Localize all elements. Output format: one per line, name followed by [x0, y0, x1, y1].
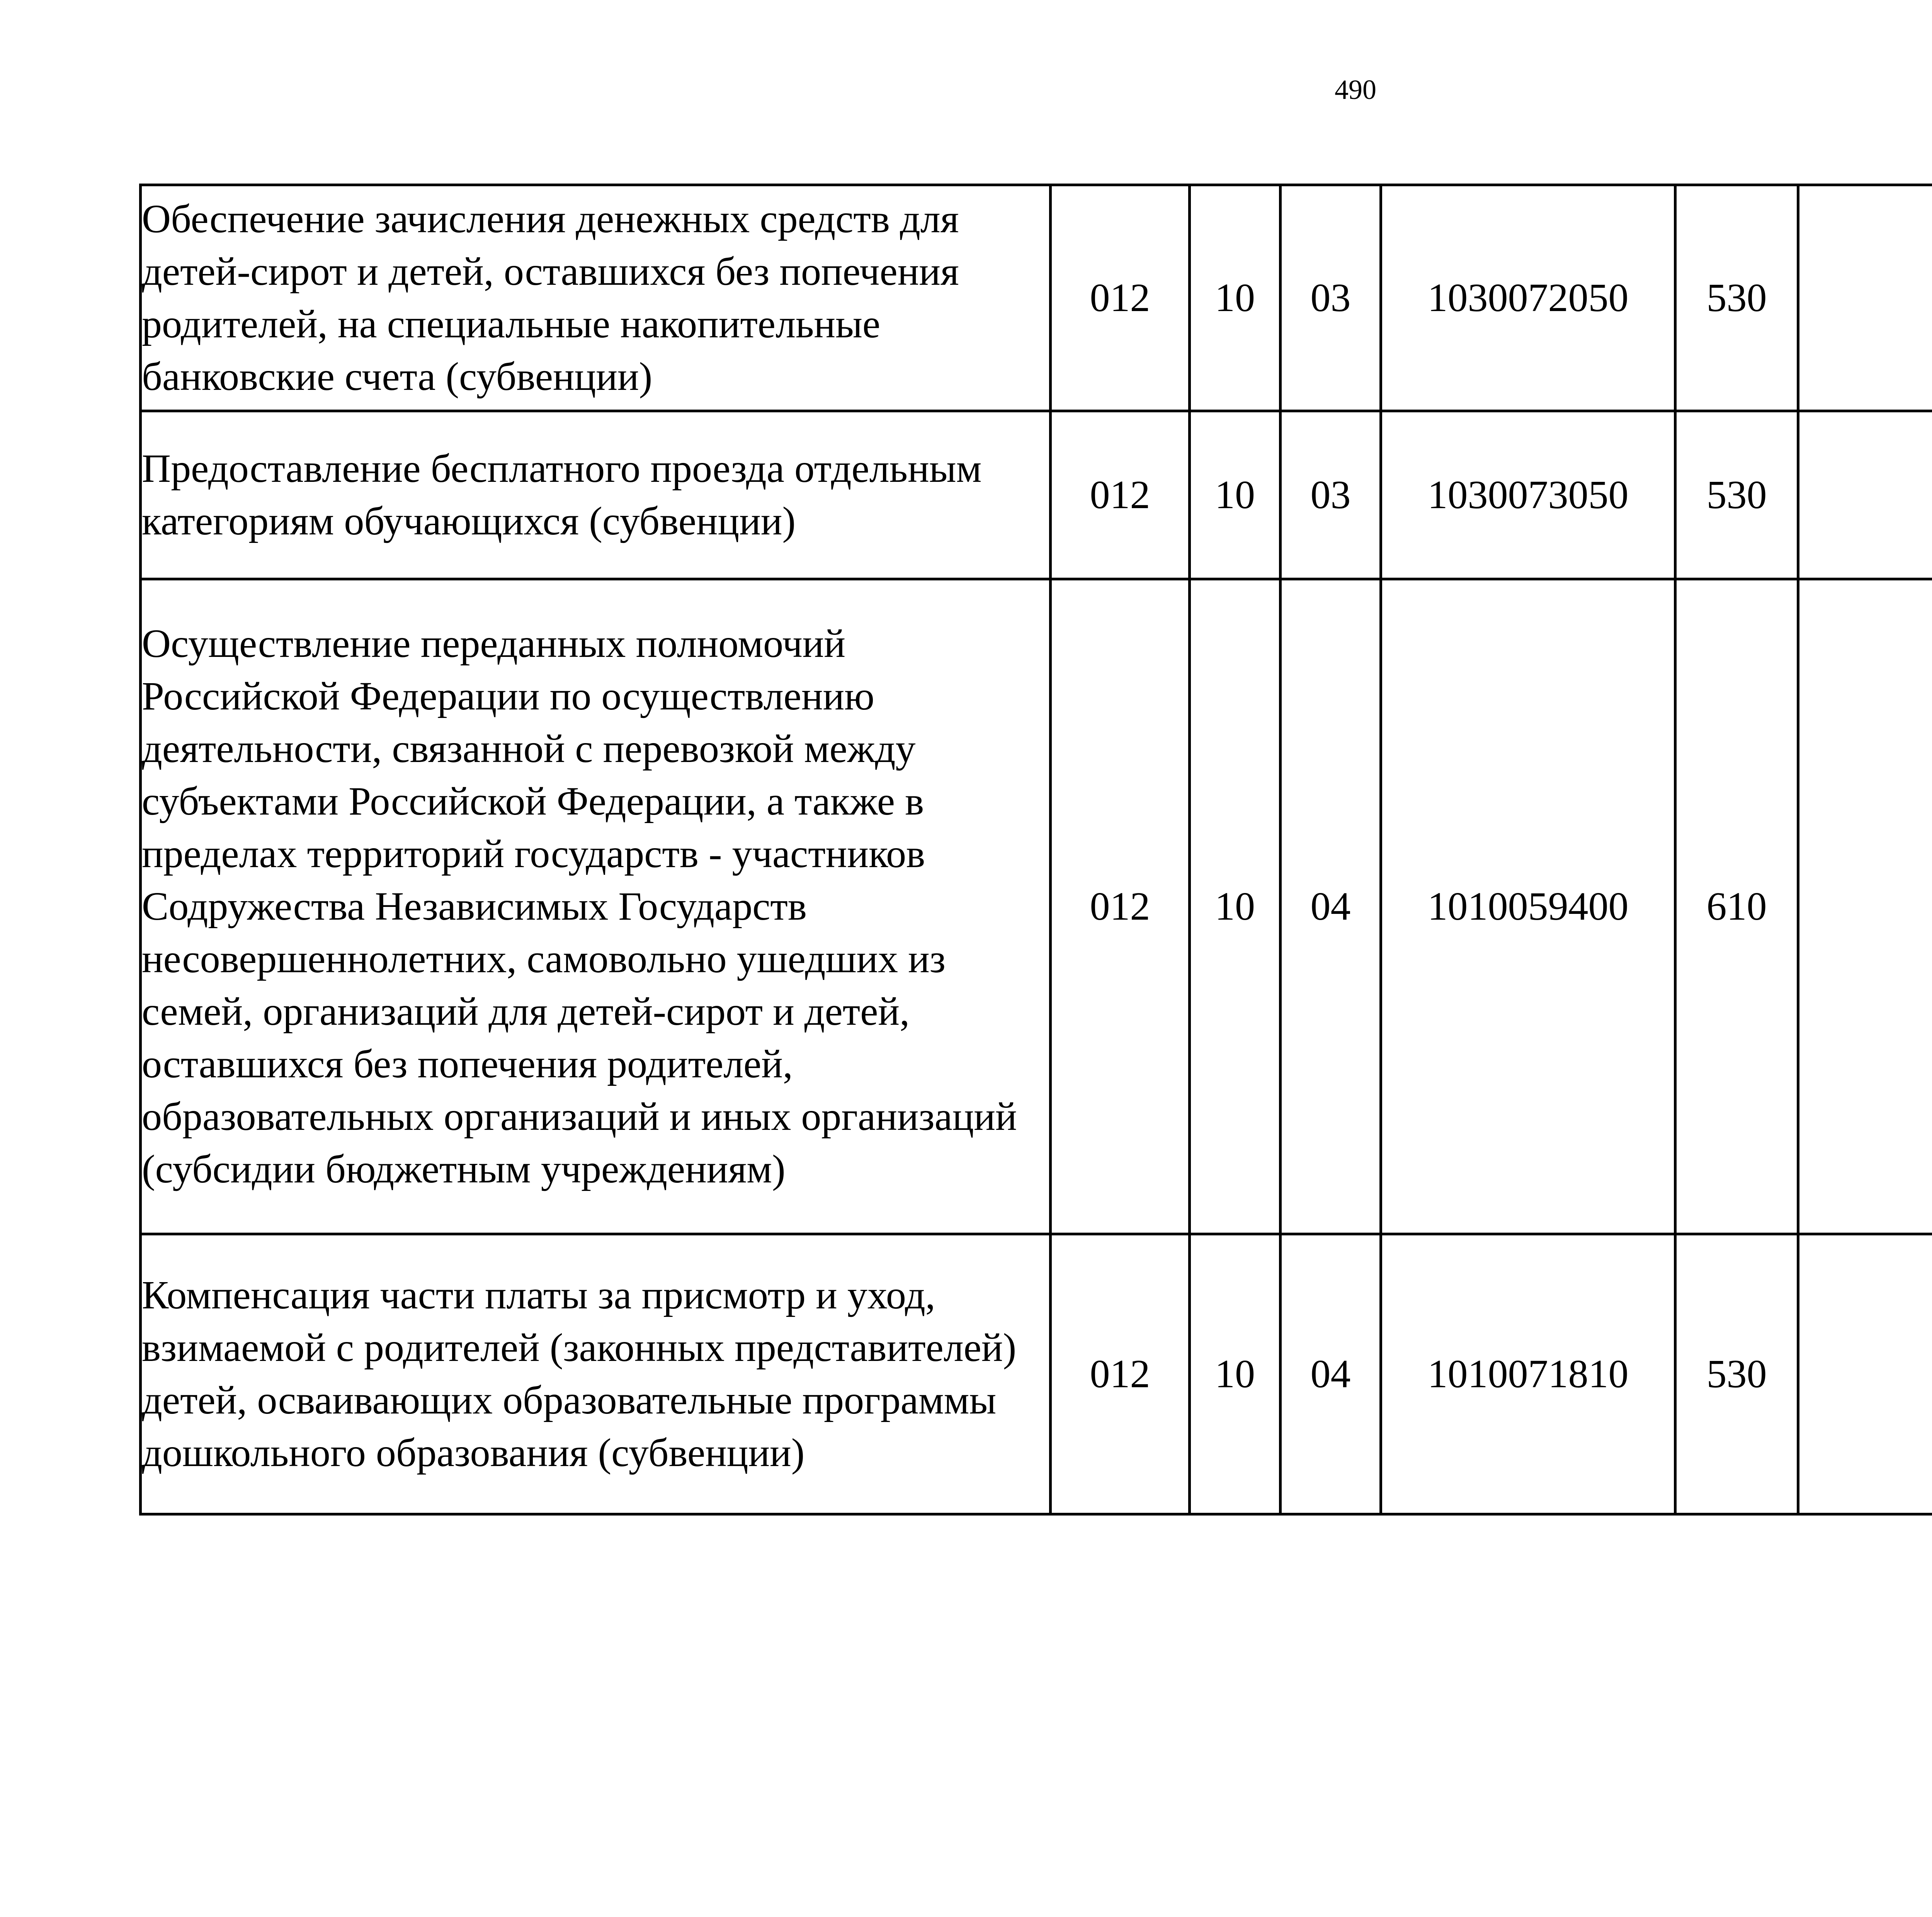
expense-type-code: 610 [1675, 579, 1798, 1234]
subsection-code: 04 [1281, 1234, 1381, 1514]
target-article-code: 1010071810 [1381, 1234, 1675, 1514]
row-description: Осуществление переданных полномочий Российской Федерации по осуществлению деятельности, связанной с перевозкой между субъектами Российской Федерации, а также в пределах территорий государств - участников Содружества Независимых Государств несовершеннолетних, самовольно ушедших из семей, организаций для детей-сирот и детей, оставшихся без попечения родителей, образовательных организаций и иных организаций (субсидии бюджетным учреждениям) [141, 579, 1051, 1234]
row-description: Компенсация части платы за присмотр и уход, взимаемой с родителей (законных представителей) детей, осваивающих образовательные программы дошкольного образования (субвенции) [141, 1234, 1051, 1514]
section-code: 10 [1190, 579, 1281, 1234]
amount-year-1 [1798, 185, 1932, 411]
table-row [141, 579, 1932, 1234]
budget-table [139, 184, 1932, 1516]
amount-year-1 [1798, 579, 1932, 1234]
section-code: 10 [1190, 1234, 1281, 1514]
section-code: 10 [1190, 411, 1281, 579]
table-row [141, 411, 1932, 579]
amount-year-1 [1798, 1234, 1932, 1514]
ministry-code: 012 [1051, 579, 1190, 1234]
page-number: 490 [1335, 74, 1376, 105]
amount-year-1 [1798, 411, 1932, 579]
target-article-code: 1030073050 [1381, 411, 1675, 579]
ministry-code: 012 [1051, 1234, 1190, 1514]
target-article-code: 1010059400 [1381, 579, 1675, 1234]
expense-type-code: 530 [1675, 185, 1798, 411]
subsection-code: 03 [1281, 185, 1381, 411]
ministry-code: 012 [1051, 411, 1190, 579]
section-code: 10 [1190, 185, 1281, 411]
expense-type-code: 530 [1675, 1234, 1798, 1514]
target-article-code: 1030072050 [1381, 185, 1675, 411]
table-row [141, 1234, 1932, 1514]
table-row [141, 185, 1932, 411]
subsection-code: 04 [1281, 579, 1381, 1234]
expense-type-code: 530 [1675, 411, 1798, 579]
row-description: Предоставление бесплатного проезда отдельным категориям обучающихся (субвенции) [141, 411, 1051, 579]
row-description: Обеспечение зачисления денежных средств для детей-сирот и детей, оставшихся без попечения родителей, на специальные накопительные банковские счета (субвенции) [141, 185, 1051, 411]
ministry-code: 012 [1051, 185, 1190, 411]
subsection-code: 03 [1281, 411, 1381, 579]
